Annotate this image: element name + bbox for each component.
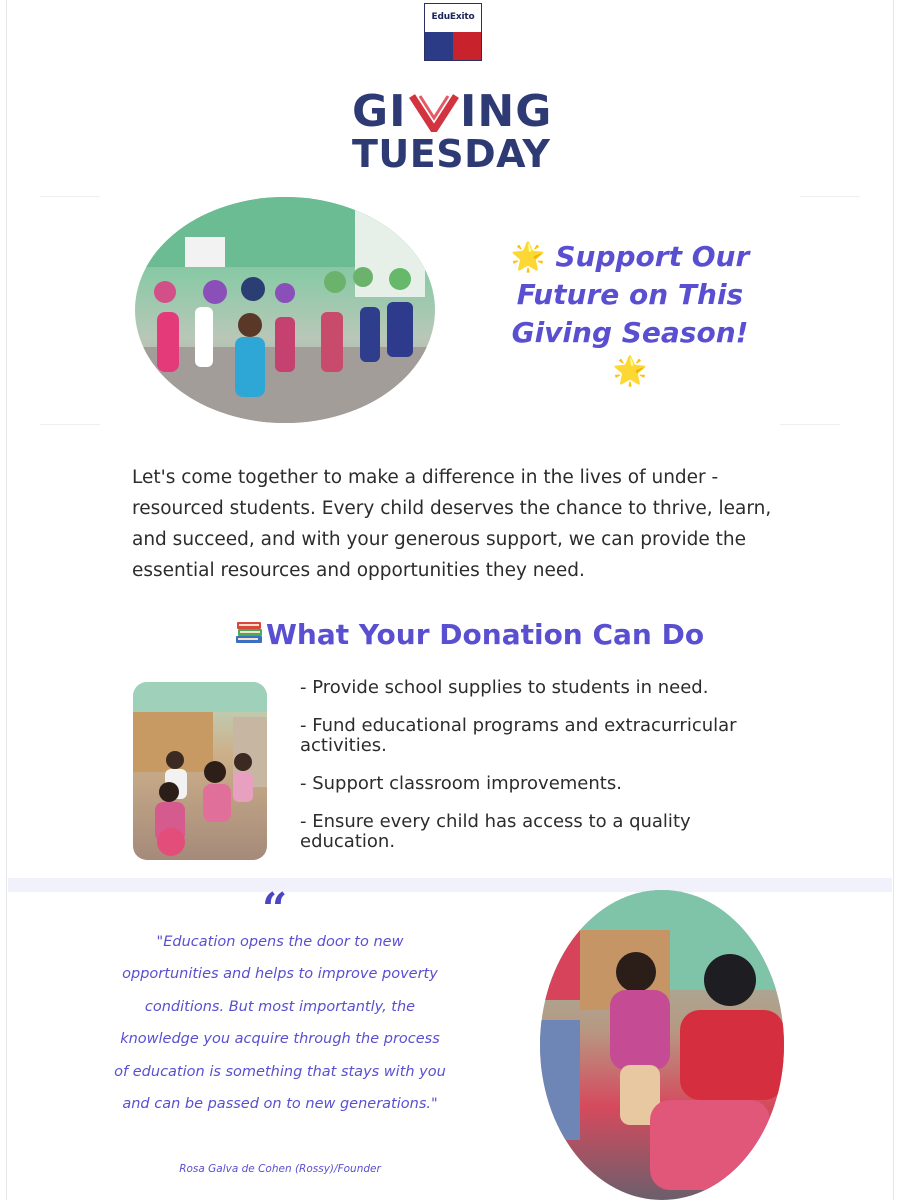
classroom-photo-art [135, 197, 435, 423]
quote-attribution: Rosa Galva de Cohen (Rossy)/Founder [179, 1163, 381, 1175]
divider [780, 424, 840, 425]
list-item: - Provide school supplies to students in need. [300, 677, 709, 698]
books-icon [234, 620, 264, 646]
star-icon: 🌟 [612, 354, 648, 387]
support-heading-text: Support Our Future on This Giving Season! [511, 240, 750, 349]
giving-word-end: ING [460, 86, 553, 137]
tuesday-word: TUESDAY [352, 132, 551, 176]
giving-word-start: GI [352, 86, 407, 137]
founder-photo-art [540, 890, 784, 1200]
list-item: - Fund educational programs and extracurricular activities. [300, 715, 737, 756]
page-border-left [6, 0, 7, 1200]
heart-icon [406, 92, 462, 132]
classroom-kids-photo [135, 197, 435, 423]
donation-list [300, 678, 770, 870]
students-classroom-photo [133, 682, 267, 860]
support-heading [490, 238, 770, 390]
logo-text: EduExito [431, 12, 475, 22]
giving-tuesday-logo [340, 86, 570, 178]
intro-paragraph: Let's come together to make a difference in the lives of under - resourced students. Every child deserves the chance to thrive, learn, and succeed, and with your generous support, we can provide the essential resources and opportunities they need. [132, 467, 772, 581]
logo-red-band [453, 32, 481, 60]
giving-word [340, 86, 570, 137]
divider [40, 424, 100, 425]
founder-quote: "Education opens the door to new opportunities and helps to improve poverty conditions. But most importantly, the knowledge you acquire through the process of education is something that stays with you and can be passed on to new generations." [114, 934, 446, 1113]
list-item: - Support classroom improvements. [300, 773, 622, 794]
students-photo-art [133, 682, 267, 860]
list-item: - Ensure every child has access to a quality education. [300, 811, 691, 852]
donation-heading-text: What Your Donation Can Do [266, 618, 705, 651]
logo-navy-band [425, 32, 453, 60]
divider [800, 196, 860, 197]
divider [40, 196, 100, 197]
page-border-right [893, 0, 894, 1200]
star-icon: 🌟 [510, 240, 546, 273]
quote-mark: “ [262, 884, 288, 935]
eduexito-logo [424, 3, 482, 61]
founder-with-student-photo [540, 890, 784, 1200]
donation-heading [234, 618, 704, 651]
